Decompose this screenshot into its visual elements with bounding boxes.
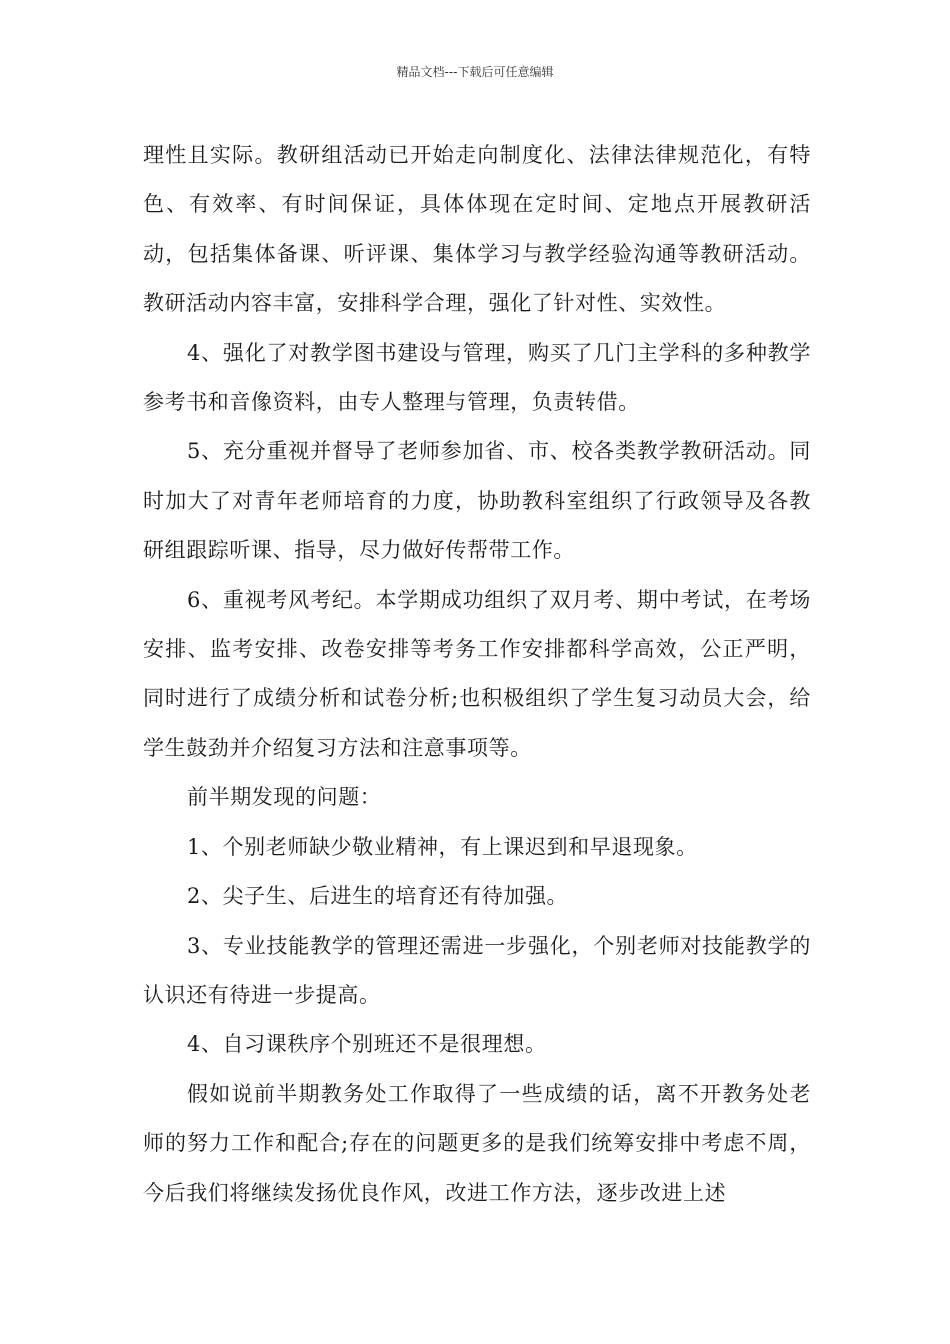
paragraph-item-5: 5、充分重视并督导了老师参加省、市、校各类教学教研活动。同时加大了对青年老师培育的力度，协助教科室组织了行政领导及各教研组跟踪听课、指导，尽力做好传帮带工作。	[143, 439, 811, 563]
problem-item-4: 4、自习课秩序个别班还不是很理想。	[187, 1032, 547, 1057]
page-header: 精品文档---下载后可任意编辑	[396, 65, 554, 79]
paragraph-item-6: 6、重视考风考纪。本学期成功组织了双月考、期中考试，在考场安排、监考安排、改卷安排等考务工作安排都科学高效，公正严明，同时进行了成绩分析和试卷分析;也积极组织了学生复习动员大会，给学生鼓劲并介绍复习方法和注意事项等。	[143, 587, 811, 760]
document-body	[143, 131, 811, 1218]
problem-item-3: 3、专业技能教学的管理还需进一步强化，个别老师对技能教学的认识还有待进一步提高。	[143, 933, 811, 1007]
section-heading-problems: 前半期发现的问题：	[187, 785, 382, 810]
problem-item-1: 1、个别老师缺少敬业精神，有上课迟到和早退现象。	[187, 834, 698, 859]
paragraph-conclusion: 假如说前半期教务处工作取得了一些成绩的话，离不开教务处老师的努力工作和配合;存在的问题更多的是我们统筹安排中考虑不周，今后我们将继续发扬优良作风，改进工作方法，逐步改进上述	[143, 1081, 811, 1205]
paragraph-item-4: 4、强化了对教学图书建设与管理，购买了几门主学科的多种教学参考书和音像资料，由专人整理与管理，负责转借。	[143, 340, 811, 415]
paragraph-continuation: 理性且实际。教研组活动已开始走向制度化、法律法律规范化，有特色、有效率、有时间保证，具体体现在定时间、定地点开展教研活动，包括集体备课、听评课、集体学习与教学经验沟通等教研活动。教研活动内容丰富，安排科学合理，强化了针对性、实效性。	[143, 143, 811, 316]
problem-item-2: 2、尖子生、后进生的培育还有待加强。	[187, 884, 569, 909]
